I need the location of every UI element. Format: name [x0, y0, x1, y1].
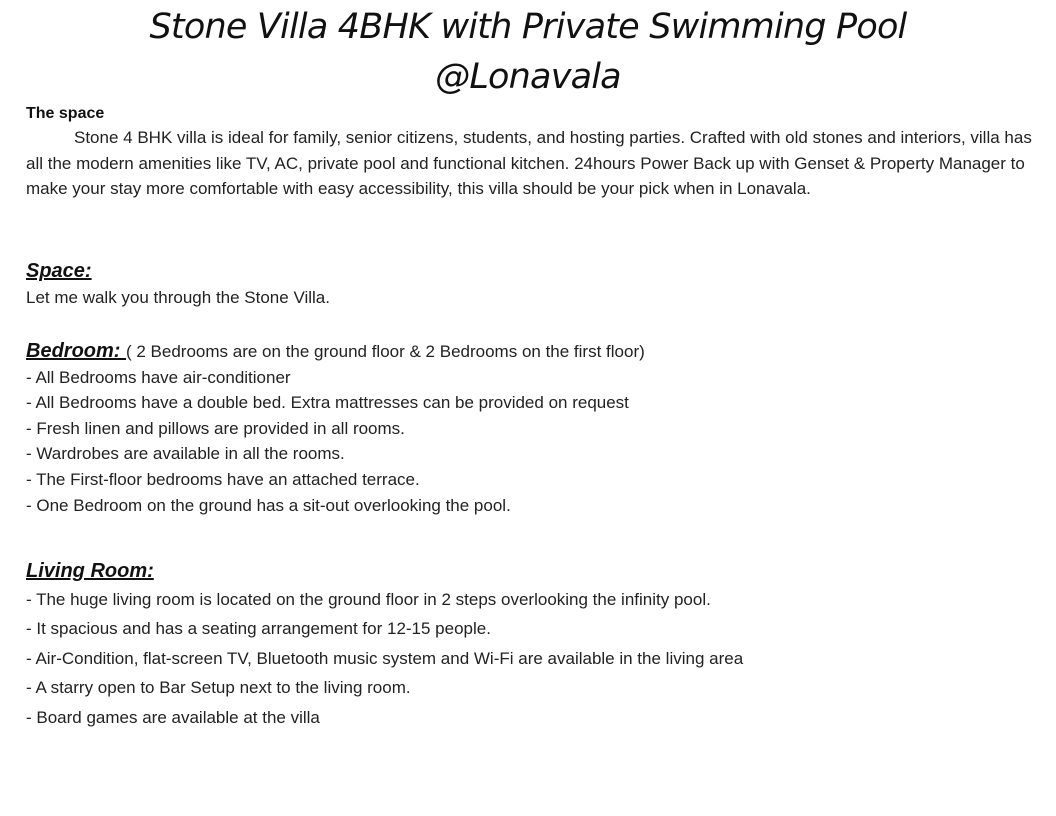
list-item: - Air-Condition, flat-screen TV, Bluetooth music system and Wi-Fi are available in the living area	[26, 648, 744, 668]
list-item: - A starry open to Bar Setup next to the living room.	[26, 678, 411, 698]
the-space-label: The space	[26, 105, 105, 122]
living-room-section	[26, 559, 1046, 732]
list-item: - One Bedroom on the ground has a sit-out overlooking the pool.	[26, 495, 511, 515]
the-space-section	[26, 103, 1046, 202]
space-heading: Space:	[26, 260, 92, 282]
list-item: - It spacious and has a seating arrangement for 12-15 people.	[26, 619, 491, 639]
bedroom-heading: Bedroom:	[26, 340, 126, 362]
bedroom-note: ( 2 Bedrooms are on the ground floor & 2 Bedrooms on the first floor)	[126, 342, 645, 361]
title-line-2: @Lonavala	[435, 57, 621, 97]
list-item: - The First-floor bedrooms have an attached terrace.	[26, 469, 420, 489]
living-room-heading: Living Room:	[26, 560, 154, 582]
list-item: - Wardrobes are available in all the rooms.	[26, 444, 345, 464]
list-item: - All Bedrooms have air-conditioner	[26, 367, 291, 387]
space-section	[26, 259, 1046, 310]
bedroom-list	[26, 365, 1046, 519]
list-item: - All Bedrooms have a double bed. Extra mattresses can be provided on request	[26, 393, 629, 413]
page-title	[0, 2, 1056, 102]
list-item: - The huge living room is located on the ground floor in 2 steps overlooking the infinity pool.	[26, 589, 711, 609]
bedroom-heading-line	[26, 339, 1046, 365]
list-item: - Fresh linen and pillows are provided in all rooms.	[26, 418, 405, 438]
bedroom-section	[26, 339, 1046, 518]
space-text: Let me walk you through the Stone Villa.	[26, 287, 330, 307]
the-space-paragraph: Stone 4 BHK villa is ideal for family, senior citizens, students, and hosting parties. Crafted with old stones and interiors, villa has all the modern amenities like TV, AC, private pool and functional kitchen. 24hours Power Back up with Genset & Property Manager to make your stay more comfortable with easy accessibility, this villa should be your pick when in Lonavala.	[26, 128, 1032, 199]
title-line-1: Stone Villa 4BHK with Private Swimming Pool	[149, 7, 907, 47]
list-item: - Board games are available at the villa	[26, 707, 320, 727]
living-room-list	[26, 585, 1046, 733]
